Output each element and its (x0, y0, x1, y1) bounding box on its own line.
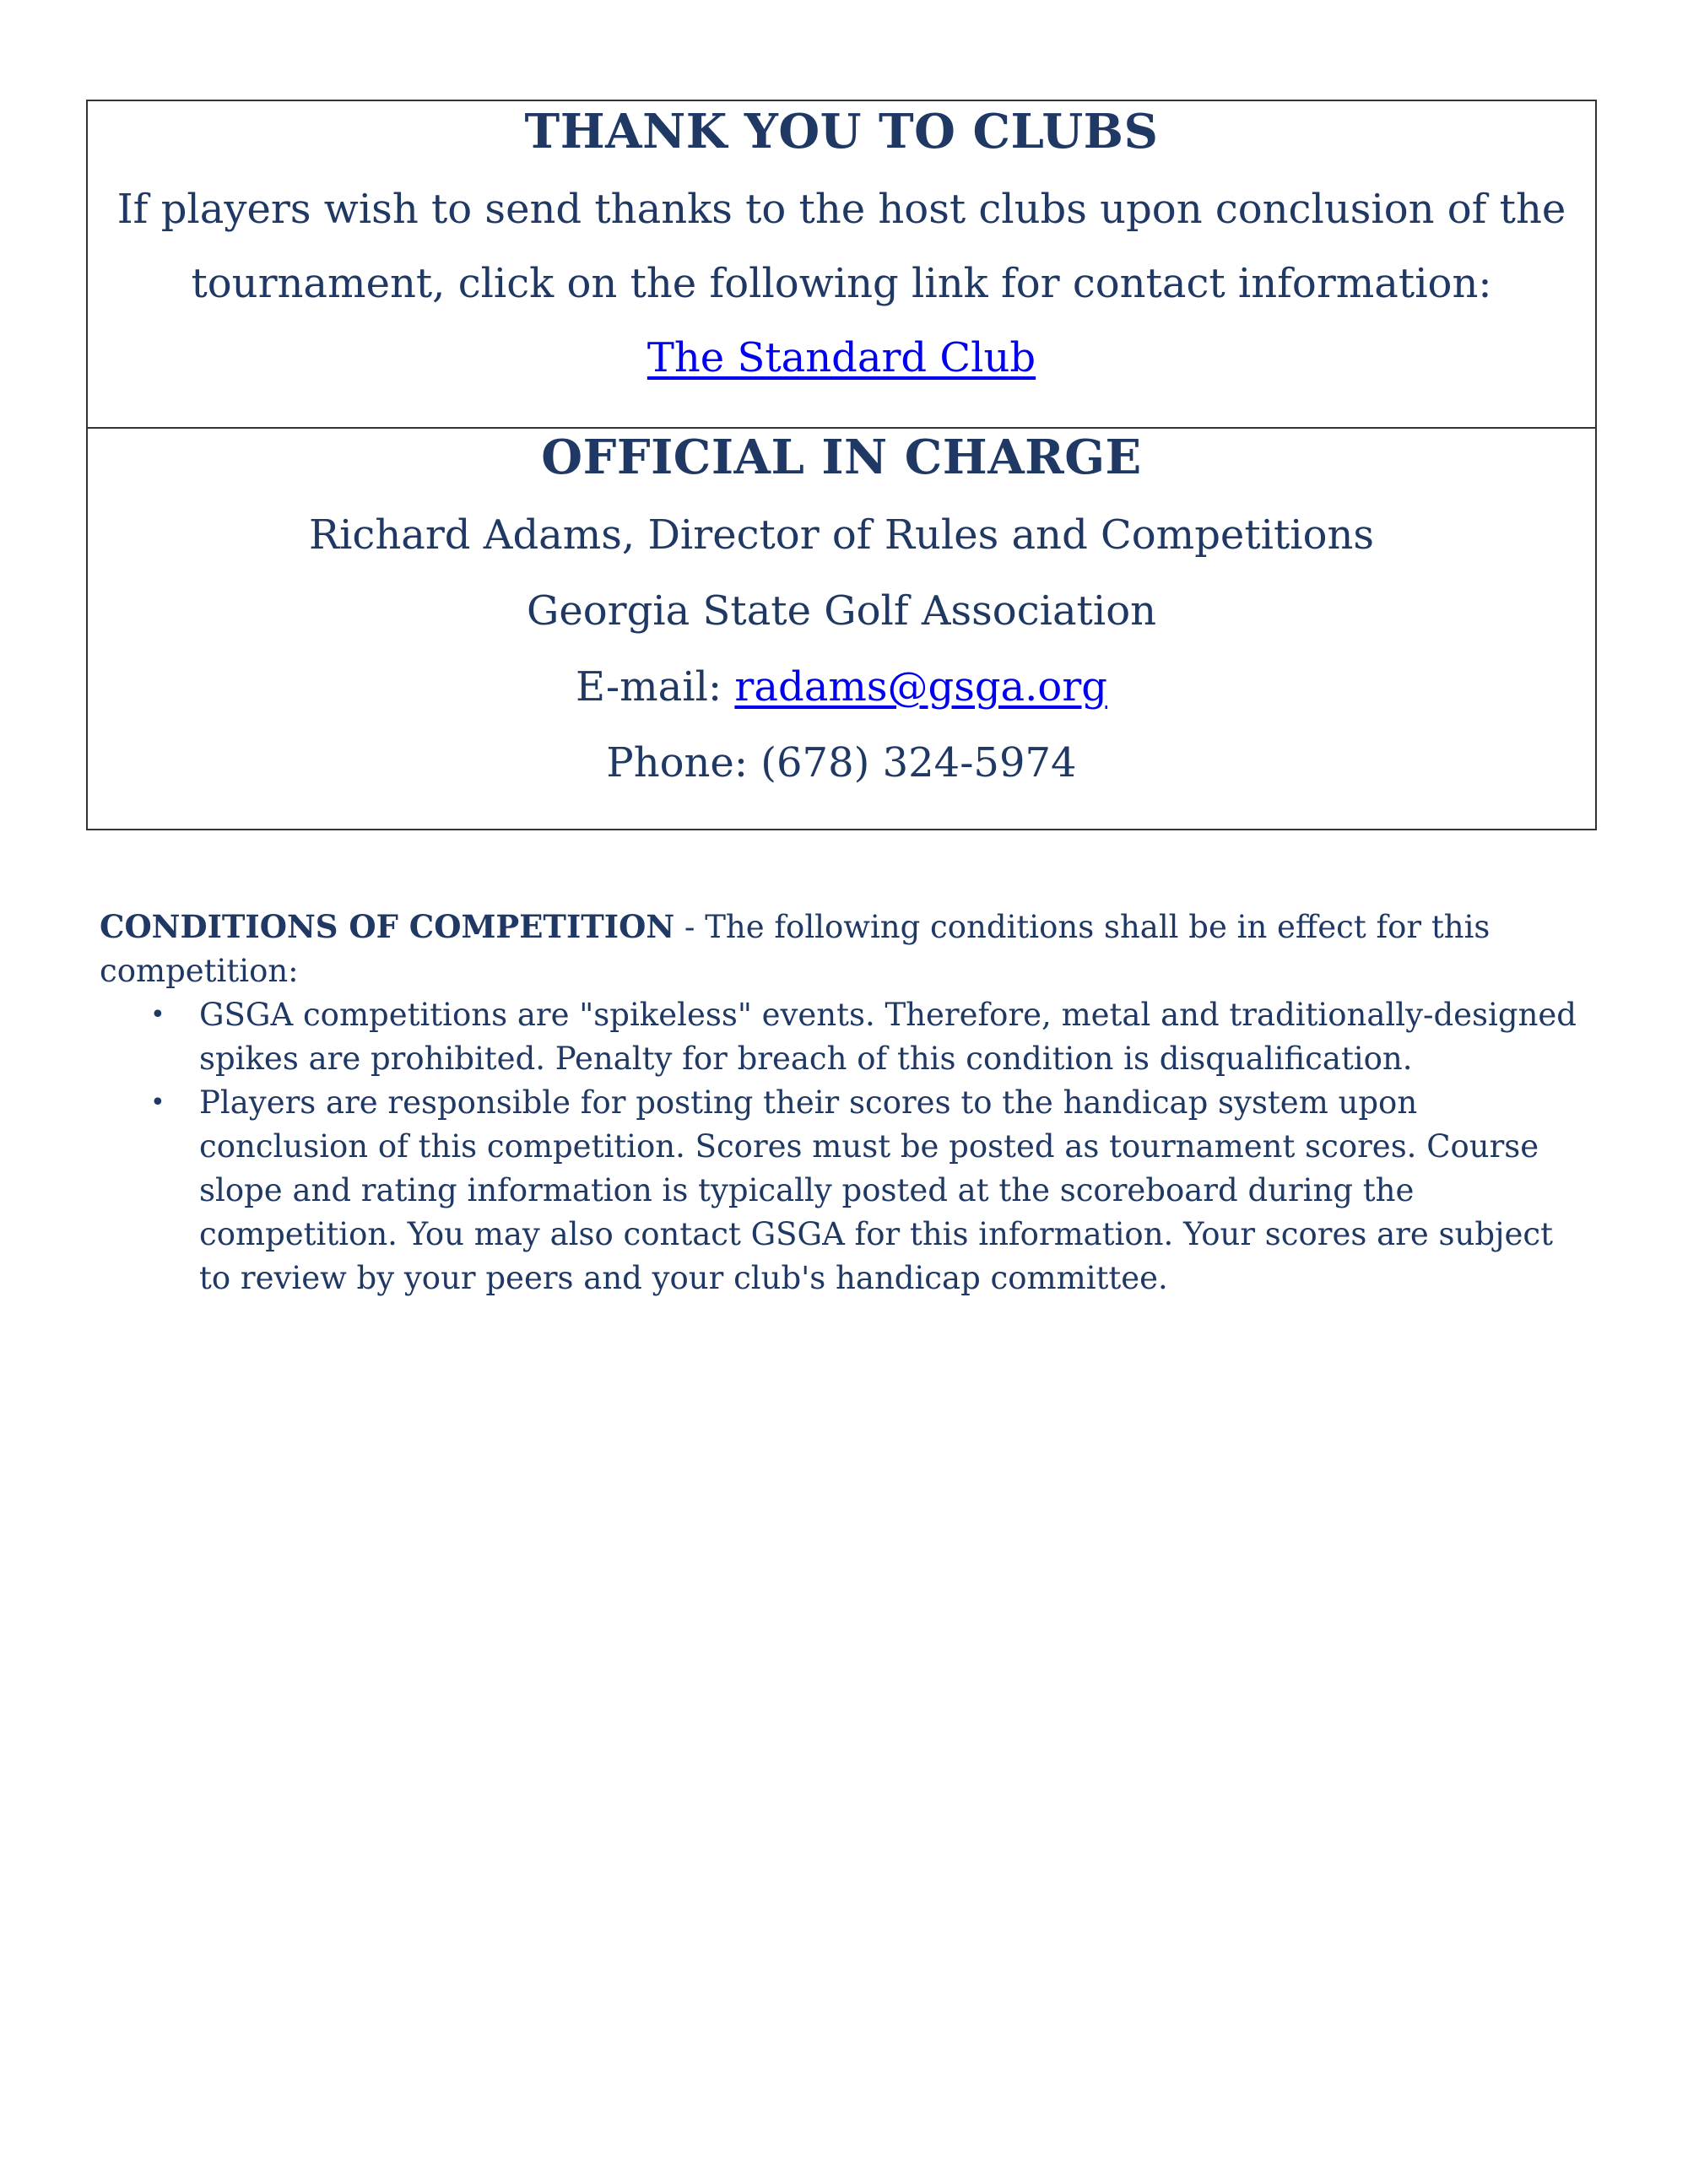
thank-you-text-line-2: tournament, click on the following link for contact information: (191, 260, 1492, 307)
conditions-of-competition (100, 905, 1585, 1300)
official-title: OFFICIAL IN CHARGE (541, 430, 1142, 485)
official-email-row (88, 663, 1595, 711)
list-item (100, 1081, 1585, 1300)
bullet-icon: • (150, 1000, 165, 1030)
standard-club-link[interactable]: The Standard Club (647, 334, 1036, 381)
condition-text: GSGA competitions are "spikeless" events. Therefore, metal and traditionally-designed spikes are prohibited. Penalty for breach of this condition is disqualification. (199, 997, 1577, 1077)
official-organization: Georgia State Golf Association (526, 587, 1157, 635)
condition-text: Players are responsible for posting their scores to the handicap system upon conclusion of this competition. Scores must be posted as tournament scores. Course slope and rating information is typically posted at the scoreboard during the competition. You may also contact GSGA for this information. Your scores are subject to review by your peers and your club's handicap committee. (199, 1084, 1553, 1296)
thank-you-section (86, 100, 1597, 429)
thank-you-text-line-1: If players wish to send thanks to the host clubs upon conclusion of the (116, 186, 1566, 233)
bullet-icon: • (150, 1088, 165, 1117)
email-label: E-mail: (575, 663, 735, 711)
list-item (100, 993, 1585, 1081)
conditions-list (100, 993, 1585, 1300)
official-in-charge-section (86, 427, 1597, 830)
official-phone: Phone: (678) 324-5974 (606, 739, 1077, 787)
email-link[interactable]: radams@gsga.org (734, 663, 1107, 711)
conditions-intro (100, 905, 1585, 993)
thank-you-title: THANK YOU TO CLUBS (524, 104, 1159, 159)
conditions-intro-text: - The following conditions shall be in effect for this competition: (100, 909, 1491, 989)
conditions-heading: CONDITIONS OF COMPETITION (100, 908, 675, 945)
official-name: Richard Adams, Director of Rules and Competitions (308, 511, 1375, 559)
